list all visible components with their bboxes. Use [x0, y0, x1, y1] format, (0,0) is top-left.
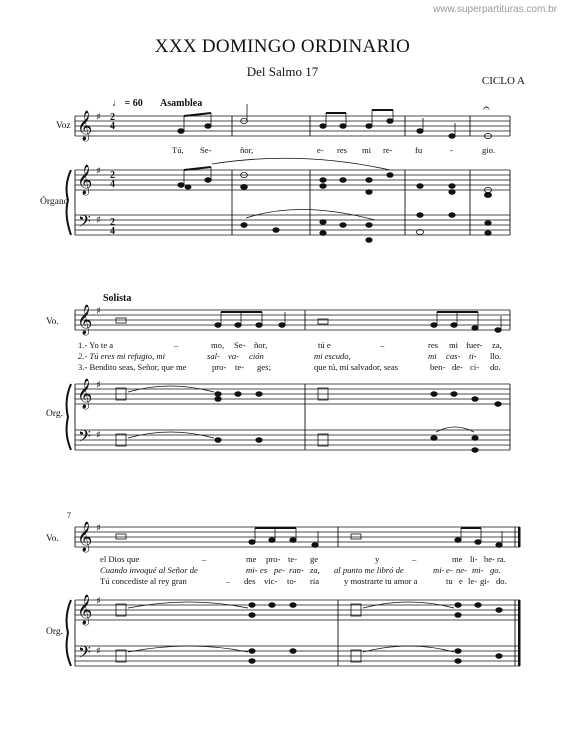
notes-system-2 [116, 312, 501, 452]
verse-1-lyric: – [174, 340, 179, 350]
organ-slur [212, 158, 390, 170]
verse-2-lyric: mi- [472, 565, 484, 575]
measure-number: 7 [67, 511, 71, 520]
treble-clef-icon: 𝄞 [77, 595, 93, 625]
sharp-icon: ♯ [96, 523, 101, 534]
verse-3-lyric: y mostrarte tu amor a [344, 576, 418, 586]
lyric-syllable: gio. [482, 145, 496, 155]
verse-3-lyric: de- [452, 362, 463, 372]
staff-organ-treble-2 [75, 384, 510, 404]
staff-voice-3 [75, 527, 520, 547]
verse-2-lyric: va- [228, 351, 239, 361]
verse-1-lyric: me [452, 554, 463, 564]
barlines-system-2 [75, 310, 510, 450]
verse-1-lyric: el Dios que [100, 554, 140, 564]
staff-voice-1 [75, 116, 510, 136]
site-watermark: www.superpartituras.com.br [433, 4, 557, 15]
lyric-syllable: ñor, [240, 145, 254, 155]
verse-3-lyric: 3.- Bendito seas, Señor, que me [78, 362, 187, 372]
verse-1-lyric: y [375, 554, 380, 564]
verse-1-lyric: – [380, 340, 385, 350]
verse-2-lyric: za, [310, 565, 320, 575]
treble-clef-icon: 𝄞 [77, 305, 93, 335]
fermata-icon: 𝄐 [483, 101, 490, 115]
treble-clef-icon: 𝄞 [77, 165, 93, 195]
lyric-syllable: re- [383, 145, 393, 155]
part-label-organ-short: Org. [46, 409, 63, 419]
verse-3-lyric: ges; [257, 362, 271, 372]
verse-2-lyric: pe- [274, 565, 285, 575]
sharp-icon: ♯ [96, 596, 101, 607]
verse-1-lyric: za, [492, 340, 502, 350]
staff-organ-treble-3 [75, 600, 520, 620]
notes-system-3 [116, 528, 502, 663]
verse-2-lyric: al punto me libró de [334, 565, 404, 575]
staff-organ-bass-3 [75, 646, 520, 666]
lyric-syllable: Se- [200, 145, 212, 155]
verse-1-lyric: Se- [234, 340, 246, 350]
verse-1-lyric: te- [288, 554, 298, 564]
lyric-syllable: fu [415, 145, 423, 155]
sharp-icon: ♯ [96, 646, 101, 657]
sharp-icon: ♯ [96, 215, 101, 226]
barlines-system-3 [75, 527, 515, 666]
lyric-syllable: res [337, 145, 348, 155]
time-signature-voice: 2 4 [110, 112, 115, 132]
verse-2-lyric: mi- [246, 565, 258, 575]
verse-3-lyric: Tú concediste al rey gran [100, 576, 187, 586]
bass-clef-icon: 𝄢 [78, 642, 91, 666]
staff-organ-bass-2 [75, 430, 510, 450]
quarter-note-icon: ♩ [112, 98, 122, 109]
treble-clef-icon: 𝄞 [77, 379, 93, 409]
lyric-syllable: Tú, [172, 145, 184, 155]
verse-2-lyric: ción [249, 351, 264, 361]
time-signature-organ-bass: 2 4 [110, 217, 115, 237]
verse-2-lyric: sal- [207, 351, 220, 361]
verse-3-lyric: ria [310, 576, 320, 586]
verse-1-lyric: res [428, 340, 439, 350]
verse-3-lyric: tu [446, 576, 453, 586]
verse-3-lyric: e [459, 576, 463, 586]
bass-clef-icon: 𝄢 [78, 211, 91, 235]
organ-braces [67, 170, 71, 666]
score-subtitle: Del Salmo 17 [246, 64, 319, 79]
verse-1-lyric: mo, [211, 340, 225, 350]
verse-3-lyric: to- [287, 576, 297, 586]
part-label-voice: Voz [56, 121, 71, 131]
verse-1-lyric: pro- [266, 554, 281, 564]
final-barline [518, 527, 521, 666]
notes-organ-1 [178, 167, 492, 242]
verse-2-lyric: mi [428, 351, 437, 361]
sharp-icon: ♯ [96, 166, 101, 177]
treble-clef-icon: 𝄞 [77, 522, 93, 552]
treble-clef-icon: 𝄞 [77, 111, 93, 141]
verse-3-lyric: que tú, mi salvador, seas [314, 362, 399, 372]
score-title: XXX DOMINGO ORDINARIO [154, 36, 411, 57]
verse-2-lyric: Cuando invoqué al Señor de [100, 565, 198, 575]
verse-2-lyric: ran- [289, 565, 304, 575]
verse-2-lyric: es [260, 565, 268, 575]
verse-2-lyric: 2.- Tú eres mi refugio, mi [78, 351, 165, 361]
sharp-icon: ♯ [96, 112, 101, 123]
verse-2-lyric: cas- [446, 351, 461, 361]
verse-3-lyric: – [226, 576, 231, 586]
section-assembly: Asamblea [160, 98, 203, 109]
sharp-icon: ♯ [96, 430, 101, 441]
liturgical-cycle: CICLO A [481, 75, 525, 87]
sharp-icon: ♯ [96, 306, 101, 317]
verse-3-lyric: ci- [470, 362, 480, 372]
staff-organ-bass-1 [75, 215, 510, 235]
verse-3-lyric: gi- [480, 576, 490, 586]
verse-3-lyric: do. [496, 576, 507, 586]
verse-3-lyric: vic- [264, 576, 278, 586]
part-label-voice-short-2: Vo. [46, 534, 59, 544]
organ-slur [436, 427, 474, 432]
verse-2-lyric: mi escudo, [314, 351, 351, 361]
verse-1-lyric: me [246, 554, 257, 564]
section-soloist: Solista [103, 293, 132, 304]
part-label-organ: Órgano [40, 197, 69, 207]
verse-1-lyric: ge [310, 554, 319, 564]
part-label-organ-short-2: Org. [46, 627, 63, 637]
verse-2-lyric: mi- [433, 565, 445, 575]
verse-2-lyric: go. [490, 565, 501, 575]
tempo-value: = 60 [124, 98, 143, 109]
staff-organ-treble-1 [75, 170, 510, 190]
verse-2-lyric: ne- [456, 565, 467, 575]
verse-3-lyric: te- [235, 362, 245, 372]
bass-clef-icon: 𝄢 [78, 426, 91, 450]
verse-1-lyric: li- [470, 554, 478, 564]
verse-1-lyric: ra. [497, 554, 506, 564]
verse-3-lyric: do. [490, 362, 501, 372]
verse-1-lyric: ñor, [254, 340, 268, 350]
verse-1-lyric: – [412, 554, 417, 564]
verse-1-lyric: fuer- [466, 340, 483, 350]
verse-1-lyric: tú e [318, 340, 331, 350]
lyric-syllable: e- [317, 145, 324, 155]
sharp-icon: ♯ [96, 380, 101, 391]
part-label-voice-short: Vo. [46, 317, 59, 327]
verse-1-lyric: – [202, 554, 207, 564]
lyric-syllable: mi [362, 145, 372, 155]
verse-1-lyric: mi [449, 340, 459, 350]
verse-1-lyric: be- [484, 554, 495, 564]
barlines-system-1 [75, 116, 510, 235]
verse-1-lyric: 1.- Yo te a [78, 340, 114, 350]
verse-3-lyric: ben- [430, 362, 446, 372]
time-signature-organ-treble: 2 4 [110, 170, 115, 190]
verse-3-lyric: pro- [212, 362, 227, 372]
verse-3-lyric: des [244, 576, 256, 586]
verse-2-lyric: llo. [490, 351, 502, 361]
verse-2-lyric: e- [446, 565, 453, 575]
verse-2-lyric: ti- [469, 351, 477, 361]
verse-3-lyric: le- [468, 576, 478, 586]
lyric-syllable: - [450, 145, 453, 155]
